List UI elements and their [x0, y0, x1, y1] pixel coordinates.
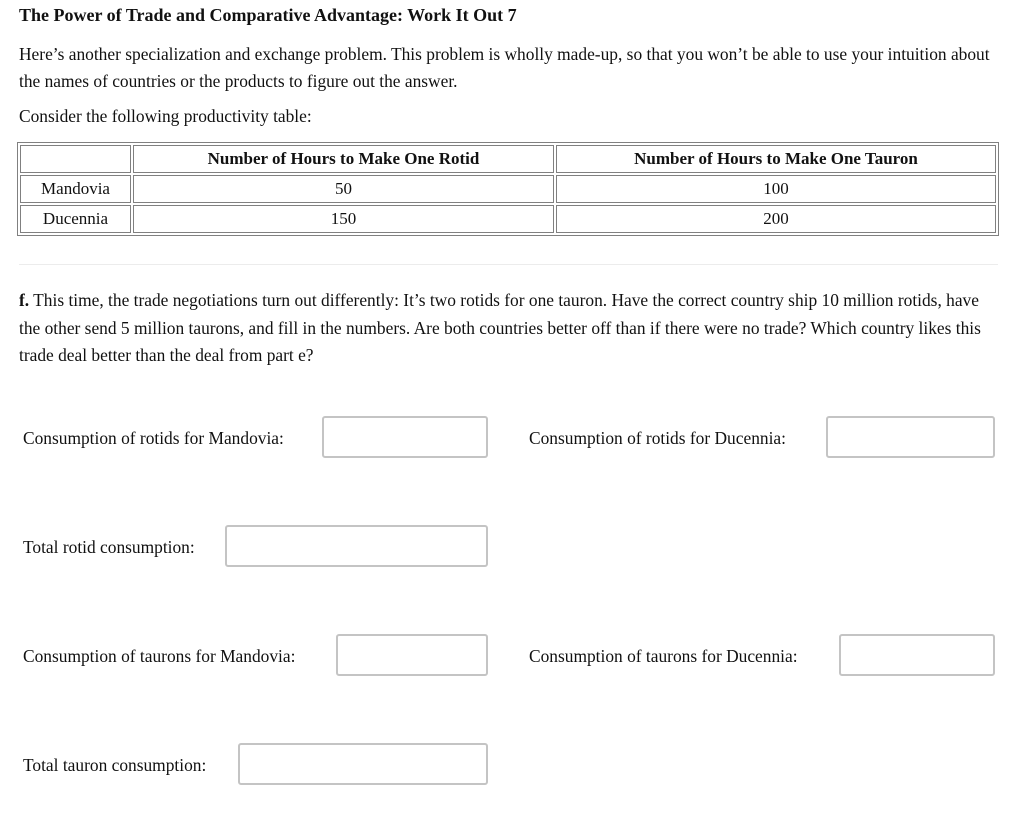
table-cell-tauron-hours: 200: [556, 205, 996, 233]
rotids-mandovia-label: Consumption of rotids for Mandovia:: [23, 428, 284, 448]
section-divider: [19, 264, 998, 265]
table-cell-rotid-hours: 50: [133, 175, 554, 203]
table-header-row: [20, 145, 996, 173]
question-paragraph: [19, 287, 1004, 370]
taurons-ducennia-input[interactable]: [839, 634, 995, 676]
intro-paragraph: Here’s another specialization and exchange problem. This problem is wholly made-up, so that you won’t be able to use your intuition about the names of countries or the products to figure out the answer.: [19, 44, 990, 91]
total-rotid-label: Total rotid consumption:: [23, 537, 195, 557]
table-row: [20, 175, 996, 203]
taurons-mandovia-input[interactable]: [336, 634, 488, 676]
column-header-rotid: Number of Hours to Make One Rotid: [133, 145, 554, 173]
column-header-tauron: Number of Hours to Make One Tauron: [556, 145, 996, 173]
taurons-mandovia-label: Consumption of taurons for Mandovia:: [23, 646, 296, 666]
rotids-ducennia-input[interactable]: [826, 416, 995, 458]
page-title: The Power of Trade and Comparative Advantage: Work It Out 7: [19, 5, 517, 25]
row-header-country: Ducennia: [20, 205, 131, 233]
table-cell-rotid-hours: 150: [133, 205, 554, 233]
total-tauron-label: Total tauron consumption:: [23, 755, 207, 775]
row-header-country: Mandovia: [20, 175, 131, 203]
rotids-mandovia-input[interactable]: [322, 416, 488, 458]
question-label: f.: [19, 290, 30, 310]
total-rotid-input[interactable]: [225, 525, 488, 567]
taurons-ducennia-label: Consumption of taurons for Ducennia:: [529, 646, 798, 666]
total-tauron-input[interactable]: [238, 743, 488, 785]
table-cell-tauron-hours: 100: [556, 175, 996, 203]
rotids-ducennia-label: Consumption of rotids for Ducennia:: [529, 428, 786, 448]
table-row: [20, 205, 996, 233]
table-intro-text: Consider the following productivity table:: [19, 106, 312, 126]
productivity-table: [17, 142, 999, 236]
table-corner-cell: [20, 145, 131, 173]
question-text: This time, the trade negotiations turn out differently: It’s two rotids for one tauron. Have the correct country ship 10 million rotids, have the other send 5 million taurons, and fill in the numbers. Are both countries better off than if there were no trade? Which country likes this trade deal better than the deal from part e?: [19, 290, 981, 365]
